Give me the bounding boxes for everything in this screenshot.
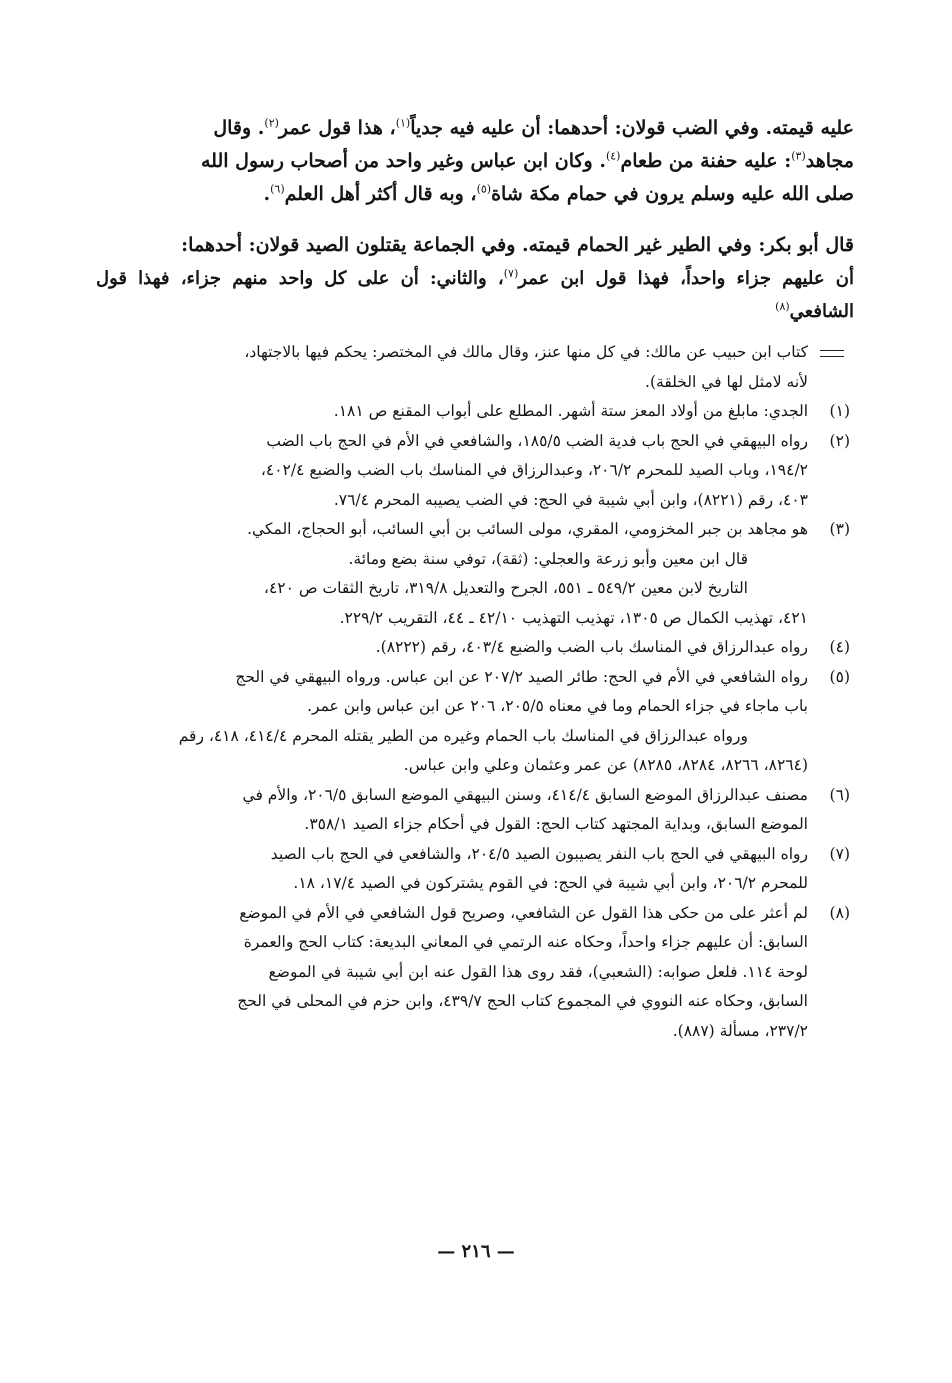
footnote-4 [96,633,854,663]
main-line [96,145,854,178]
footnote-text: رواه عبدالرزاق في المناسك باب الضب والضبع ٤٠٣/٤، رقم (٨٢٢٢). [375,638,808,656]
text-run: . [263,183,271,205]
footnote-ref: (٦) [270,182,285,196]
main-line [96,229,854,262]
footnote-ref: (٣) [791,149,806,163]
text-run: . وكان ابن عباس وغير واحد من أصحاب رسول الله [201,150,606,172]
text-run: مجاهد [805,150,854,172]
footnote-number: (٥) [829,667,850,686]
text-run: ، هذا قول عمر [278,117,396,139]
footnote-number: (٧) [829,844,850,863]
page-number: — ٢١٦ — [437,1241,515,1262]
text-run: أن عليهم جزاء واحداً، فهذا قول ابن عمر [518,268,854,289]
footnote-7 [96,840,854,899]
footnote-text: لم أعثر على من حكى هذا القول عن الشافعي، وصريح قول الشافعي في الأم في الموضع السابق: أن عليهم جزاء واحداً، وحكاه عنه الرتمي في المعاني البديعة: كتاب الحج والعمرة لوحة ١١٤. فلعل صوابه: (الشعبي)، فقد روى هذا القول عنه ابن أبي شيبة في الموضع السابق، وحكاه عنه النووي في المجموع كتاب الحج ٤٣٩/٧، وابن حزم في المحلى في الحج ٢٣٧/٢، مسألة (٨٨٧). [237,903,808,1040]
footnote-text: الجدي: مابلغ من أولاد المعز ستة أشهر. المطلع على أبواب المقنع ص ١٨١. [333,402,808,420]
footnote-number: (١) [829,402,850,420]
footnote-number: (٨) [829,903,850,922]
text-run: : عليه حفنة من طعام [620,150,792,172]
footnote-ref: (٨) [775,300,790,313]
footnote-1 [96,397,854,427]
footnote-continuation: لأنه لامثل لها في الخلقة). [645,372,808,391]
footnote-number: (٦) [829,785,850,804]
footnote-6 [96,781,854,840]
text-run: . وقال [213,117,265,139]
footnote-3 [96,515,854,633]
footnote-text: مصنف عبدالرزاق الموضع السابق ٤١٤/٤، وسنن البيهقي الموضع السابق ٢٠٦/٥، والأم في الموضع السابق، وبداية المجتهد كتاب الحج: القول في أحكام جزاء الصيد ٣٥٨/١. [242,785,808,833]
footnote-number: (٤) [829,638,850,656]
footnote-number: (٢) [829,431,850,450]
footnote-text: رواه البيهقي في الحج باب فدية الضب ١٨٥/٥، والشافعي في الأم في الحج باب الضب ١٩٤/٢، وباب الصيد للمحرم ٢٠٦/٢، وعبدالرزاق في المناسك باب الضب والضبع ٤٠٢/٤، ٤٠٣، رقم (٨٢٢١)، وابن أبي شيبة في الحج: في الضب يصيبه المحرم ٧٦/٤. [260,431,808,509]
footnote-8 [96,899,854,1047]
text-run: قال أبو بكر: وفي الطير غير الحمام قيمته. وفي الجماعة يقتلون الصيد قولان: أحدهما: [181,234,854,256]
footnote-ref: (١) [395,116,411,130]
footnote-ref: (٧) [503,267,519,280]
main-line [96,262,854,328]
footnote-text: رواه الشافعي في الأم في الحج: طائر الصيد ٢٠٧/٢ عن ابن عباس. ورواه البيهقي في الحج باب ماجاء في جزاء الحمام وما في معناه ٢٠٥/٥، ٢٠٦ عن ابن عباس وابن عمر. ورواه عبدالرزاق في المناسك باب الحمام وغيره من الطير يقتله المحرم ٤١٤/٤، ٤١٨، رقم (٨٢٦٤، ٨٢٦٦، ٨٢٨٤، ٨٢٨٥) عن عمر وعثمان وعلي وابن عباس. [178,667,808,774]
footnote-ref: (٢) [264,116,279,130]
main-text [96,112,854,328]
footnote-ref: (٥) [476,182,492,196]
main-line [96,112,854,145]
footnote-number: (٣) [829,520,850,538]
footnote-text: رواه البيهقي في الحج باب النفر يصيبون الصيد ٢٠٤/٥، والشافعي في الحج باب الصيد للمحرم ٢٠٦/٢، وابن أبي شيبة في الحج: في القوم يشتركون في الصيد ١٧/٤، ١٨. [270,844,808,892]
footnotes [96,338,854,1046]
footnote-ref: (٤) [605,149,621,163]
footnote-2 [96,427,854,516]
footnote-text: هو مجاهد بن جبر المخزومي، المقري، مولى السائب بن أبي السائب، أبو الحجاج، المكي. قال ابن معين وأبو زرعة والعجلي: (ثقة)، توفي سنة بضع ومائة. التاريخ لابن معين ٥٤٩/٢ ـ ٥٥١، الجرح والتعديل ٣١٩/٨، تاريخ الثقات ص ٤٢٠، ٤٢١، تهذيب الكمال ص ١٣٠٥، تهذيب التهذيب ٤٢/١٠ ـ ٤٤، التقريب ٢٢٩/٢. [247,520,808,627]
footnote-5 [96,663,854,781]
main-line [96,178,854,211]
text-run: عليه قيمته. وفي الضب قولان: أحدهما: أن عليه فيه جدياً [410,117,854,139]
text-run: صلى الله عليه وسلم يرون في حمام مكة شاة [491,183,854,205]
text-run: ، والثاني: أن على كل واحد منهم جزاء، فهذا قول الشافعي [96,268,854,322]
text-run: ، وبه قال أكثر أهل العلم [284,183,477,205]
footnote-continuation: كتاب ابن حبيب عن مالك: في كل منها عنز، وقال مالك في المختصر: يحكم فيها بالاجتهاد، [96,338,854,368]
page-body [96,112,854,1046]
continuation-mark [808,338,854,367]
